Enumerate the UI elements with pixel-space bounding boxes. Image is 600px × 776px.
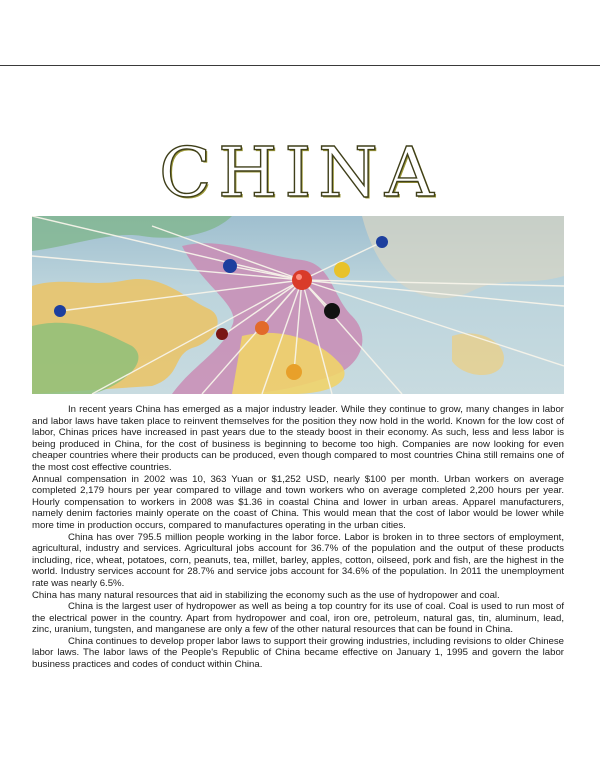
pin-orange-low xyxy=(286,364,302,380)
pin-darkred xyxy=(216,328,228,340)
paragraph: Annual compensation in 2002 was 10, 363 Yuan or $1,252 USD, nearly $100 per month. Urban workers on average completed 2,179 hours per year compared to village and town workers who on average completed 2,200 hours per year. Hourly compensation to workers in 2008 was $1.36 in coastal China and lower in urban areas. Apparel manufacturers, namely denim factories mainly operate on the coast of China. This would mean that the cost of labor would be lower while more time in production occurs, compared to manufactures operating in the urban cities. xyxy=(32,473,564,531)
header-rule xyxy=(0,65,600,66)
article-body xyxy=(32,404,564,671)
pin-blue-left xyxy=(223,259,237,273)
paragraph: China continues to develop proper labor laws to support their growing industries, including revisions to older Chinese labor laws. The labor laws of the People's Republic of China became effective on January 1, 1995 and govern the labor business practices and codes of conduct within China. xyxy=(32,635,564,671)
map-illustration xyxy=(32,216,564,394)
paragraph: China has many natural resources that aid in stabilizing the economy such as the use of hydropower and coal. xyxy=(32,589,500,601)
pin-black xyxy=(324,303,340,319)
page-title: CHINA xyxy=(159,134,441,213)
pin-blue-far xyxy=(54,305,66,317)
paragraph: China is the largest user of hydropower as well as being a top country for its use of coal. Coal is used to run most of the electrical power in the country. Apart from hydropower and coal, iron ore, petroleum, natural gas, tin, aluminum, lead, zinc, uranium, tungsten, and manganese are only a few of the other natural resources that can be found in China. xyxy=(32,601,564,636)
paragraph: China has over 795.5 million people working in the labor force. Labor is broken in to three sectors of employment, agricultural, industry and services. Agricultural jobs account for 36.7% of the population and the output of these products including, rice, wheat, potatoes, corn, peanuts, tea, millet, barley, apples, cotton, oilseed, pork and fish, are the highest in the world. Industry services account for 28.7% and service jobs account for 34.6% of the population. In 2011 the unemployment rate was nearly 6.5%. xyxy=(32,531,564,589)
paragraph: In recent years China has emerged as a major industry leader. While they continue to grow, many changes in labor and labor laws have taken place to reinvent themselves for the position they now hold in the world. Known for the low cost of labor, Chinas prices have increased in past years due to the steady boost in their economy. As such, less and less labor is being produced in China, for the cost of business is beginning to become too high. Companies are now looking for even cheaper countries where their products can be produced, even though compared to most countries China still remains one of the most cost effective countries. xyxy=(32,404,564,473)
pin-yellow xyxy=(334,262,350,278)
pin-blue xyxy=(376,236,388,248)
pin-red-center xyxy=(292,270,312,290)
map-photo xyxy=(32,216,564,394)
pin-orange xyxy=(255,321,269,335)
land-island xyxy=(452,333,504,375)
